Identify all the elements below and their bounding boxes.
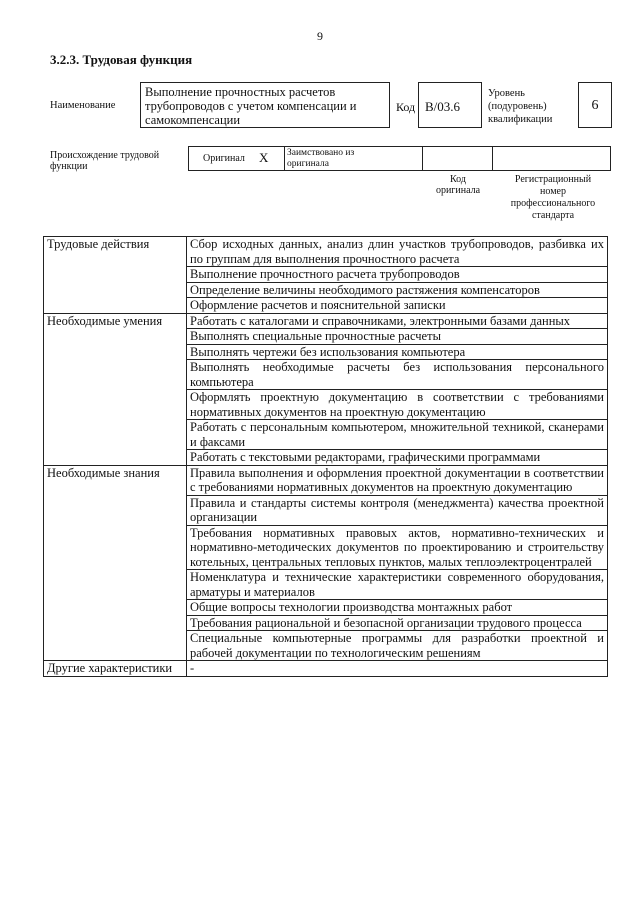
level-label: [488, 87, 552, 126]
code-value: B/03.6: [425, 99, 461, 114]
item-cell: Выполнять необходимые расчеты без использования персонального компьютера: [187, 360, 608, 390]
item-cell: Сбор исходных данных, анализ длин участков трубопроводов, разбивка их по группам для выполнения прочностного расчета: [187, 237, 608, 267]
code-label: Код: [396, 100, 416, 114]
item-cell: Общие вопросы технологии производства монтажных работ: [187, 600, 608, 616]
item-cell: -: [187, 661, 608, 677]
item-cell: Работать с персональным компьютером, множительной техникой, сканерами и факсами: [187, 420, 608, 450]
borrowed-cell: [285, 147, 423, 170]
original-mark: X: [259, 150, 269, 165]
level-label-line: квалификации: [488, 114, 553, 125]
caption-line: профессионального: [510, 198, 596, 209]
original-label: Оригинал: [203, 153, 245, 164]
caption-line: Регистрационный: [514, 174, 592, 185]
level-box: [578, 82, 612, 128]
level-value: 6: [591, 98, 599, 113]
table-row: [44, 313, 608, 329]
table-row: [44, 465, 608, 495]
name-label: Наименование: [50, 100, 116, 111]
item-cell: Выполнять специальные прочностные расчеты: [187, 329, 608, 345]
page-number: 9: [317, 29, 323, 43]
table-row: [44, 237, 608, 267]
level-label-line: (подуровень): [488, 101, 547, 112]
category-cell: Другие характеристики: [44, 661, 187, 677]
caption-line: номер: [540, 186, 566, 197]
caption-line: стандарта: [531, 210, 575, 221]
item-cell: Требования рациональной и безопасной организации трудового процесса: [187, 615, 608, 631]
reg-number-caption: [495, 174, 611, 222]
code-box: [418, 82, 482, 128]
original-cell: [189, 147, 285, 170]
borrowed-label: [287, 148, 354, 170]
item-cell: Выполнять чертежи без использования компьютера: [187, 344, 608, 360]
borrowed-label-line: Заимствовано из: [287, 148, 355, 158]
item-cell: Правила выполнения и оформления проектной документации в соответствии с требованиями нормативных документов на проектную документацию: [187, 465, 608, 495]
item-cell: Требования нормативных правовых актов, нормативно-технических и нормативно-методических документов по проектированию и строительству котельных, центральных тепловых пунктов, малых теплоэлектроцентралей: [187, 525, 608, 570]
reg-number-cell: [493, 147, 610, 170]
caption-line: Код: [450, 174, 466, 185]
caption-line: оригинала: [435, 185, 481, 196]
borrowed-label-line: оригинала: [287, 159, 329, 169]
item-cell: Правила и стандарты системы контроля (менеджмента) качества проектной организации: [187, 495, 608, 525]
item-cell: Работать с каталогами и справочниками, электронными базами данных: [187, 313, 608, 329]
item-cell: Работать с текстовыми редакторами, графическими программами: [187, 450, 608, 466]
item-cell: Номенклатура и технические характеристики современного оборудования, арматуры и материалов: [187, 570, 608, 600]
item-cell: Определение величины необходимого растяжения компенсаторов: [187, 282, 608, 298]
category-cell: Трудовые действия: [44, 237, 187, 314]
section-title: 3.2.3. Трудовая функция: [50, 52, 193, 67]
origin-label-line: функции: [50, 161, 88, 172]
original-code-caption: [423, 174, 493, 196]
table-row: [44, 661, 608, 677]
item-cell: Выполнение прочностного расчета трубопроводов: [187, 267, 608, 283]
function-name-box: [140, 82, 390, 128]
origin-row: [188, 146, 611, 171]
function-name: Выполнение прочностных расчетов трубопроводов с учетом компенсации и самокомпенсации: [145, 85, 357, 127]
original-code-cell: [423, 147, 493, 170]
origin-label-line: Происхождение трудовой: [50, 150, 160, 161]
level-label-line: Уровень: [488, 88, 525, 99]
function-details-table: [43, 236, 608, 677]
item-cell: Специальные компьютерные программы для разработки проектной и рабочей документации по технологическим решениям: [187, 631, 608, 661]
category-cell: Необходимые знания: [44, 465, 187, 661]
origin-label: [50, 150, 159, 172]
category-cell: Необходимые умения: [44, 313, 187, 465]
item-cell: Оформлять проектную документацию в соответствии с требованиями нормативных документов на проектную документацию: [187, 390, 608, 420]
item-cell: Оформление расчетов и пояснительной записки: [187, 298, 608, 314]
